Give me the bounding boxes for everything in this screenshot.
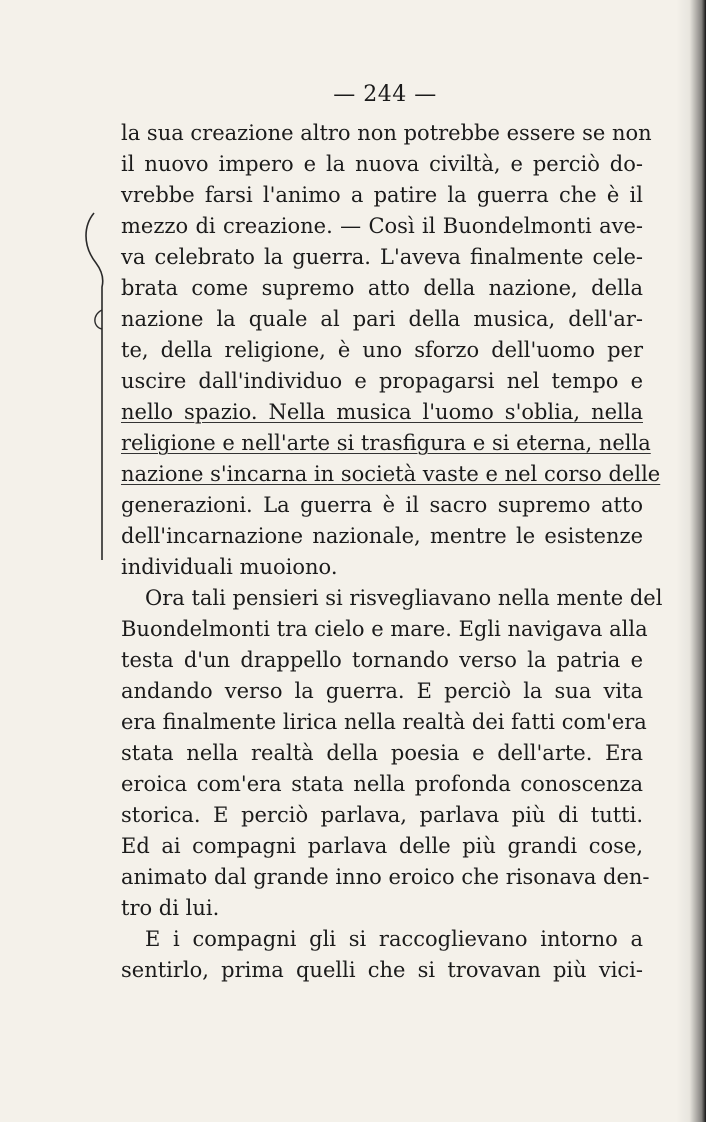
text-line-2: il nuovo impero e la nuova civiltà, e perciò do- [121, 152, 643, 176]
text-line-10-underlined: nello spazio. Nella musica l'uomo s'oblia, nella [121, 400, 643, 424]
text-line-5: va celebrato la guerra. L'aveva finalmente cele- [121, 245, 643, 269]
text-line-26: tro di lui. [121, 896, 220, 920]
text-line-7: nazione la quale al pari della musica, dell'ar- [121, 307, 643, 331]
text-line-11-underlined: religione e nell'arte si trasfigura e si eterna, nella [121, 431, 651, 455]
text-line-19: andando verso la guerra. E perciò la sua vita [121, 679, 643, 703]
page-number: — 244 — [333, 82, 437, 107]
text-line-23: storica. E perciò parlava, parlava più di tutti. [121, 803, 643, 827]
page-edge-shadow [676, 0, 706, 1122]
text-line-9: uscire dall'individuo e propagarsi nel tempo e [121, 369, 643, 393]
text-line-16: Ora tali pensieri si risvegliavano nella mente del [145, 586, 663, 610]
text-line-3: vrebbe farsi l'animo a patire la guerra che è il [121, 183, 643, 207]
text-line-4: mezzo di creazione. — Così il Buondelmonti ave- [121, 214, 643, 238]
text-line-14: dell'incarnazione nazionale, mentre le esistenze [121, 524, 643, 548]
text-line-12-underlined: nazione s'incarna in società vaste e nel corso delle [121, 462, 661, 486]
text-line-22: eroica com'era stata nella profonda conoscenza [121, 772, 643, 796]
text-line-28: sentirlo, prima quelli che si trovavan più vici- [121, 958, 643, 982]
text-line-20: era finalmente lirica nella realtà dei fatti com'era [121, 710, 647, 734]
text-line-6: brata come supremo atto della nazione, della [121, 276, 643, 300]
text-line-24: Ed ai compagni parlava delle più grandi cose, [121, 834, 643, 858]
text-line-27: E i compagni gli si raccoglievano intorno a [145, 927, 643, 951]
text-line-25: animato dal grande inno eroico che risonava den- [121, 865, 650, 889]
text-line-13: generazioni. La guerra è il sacro supremo atto [121, 493, 643, 517]
text-line-17: Buondelmonti tra cielo e mare. Egli navigava alla [121, 617, 648, 641]
text-line-15: individuali muoiono. [121, 555, 338, 579]
text-line-21: stata nella realtà della poesia e dell'arte. Era [121, 741, 643, 765]
text-line-8: te, della religione, è uno sforzo dell'uomo per [121, 338, 643, 362]
text-line-1: la sua creazione altro non potrebbe essere se non [121, 121, 652, 145]
margin-annotation-mark [82, 205, 122, 565]
text-line-18: testa d'un drappello tornando verso la patria e [121, 648, 643, 672]
